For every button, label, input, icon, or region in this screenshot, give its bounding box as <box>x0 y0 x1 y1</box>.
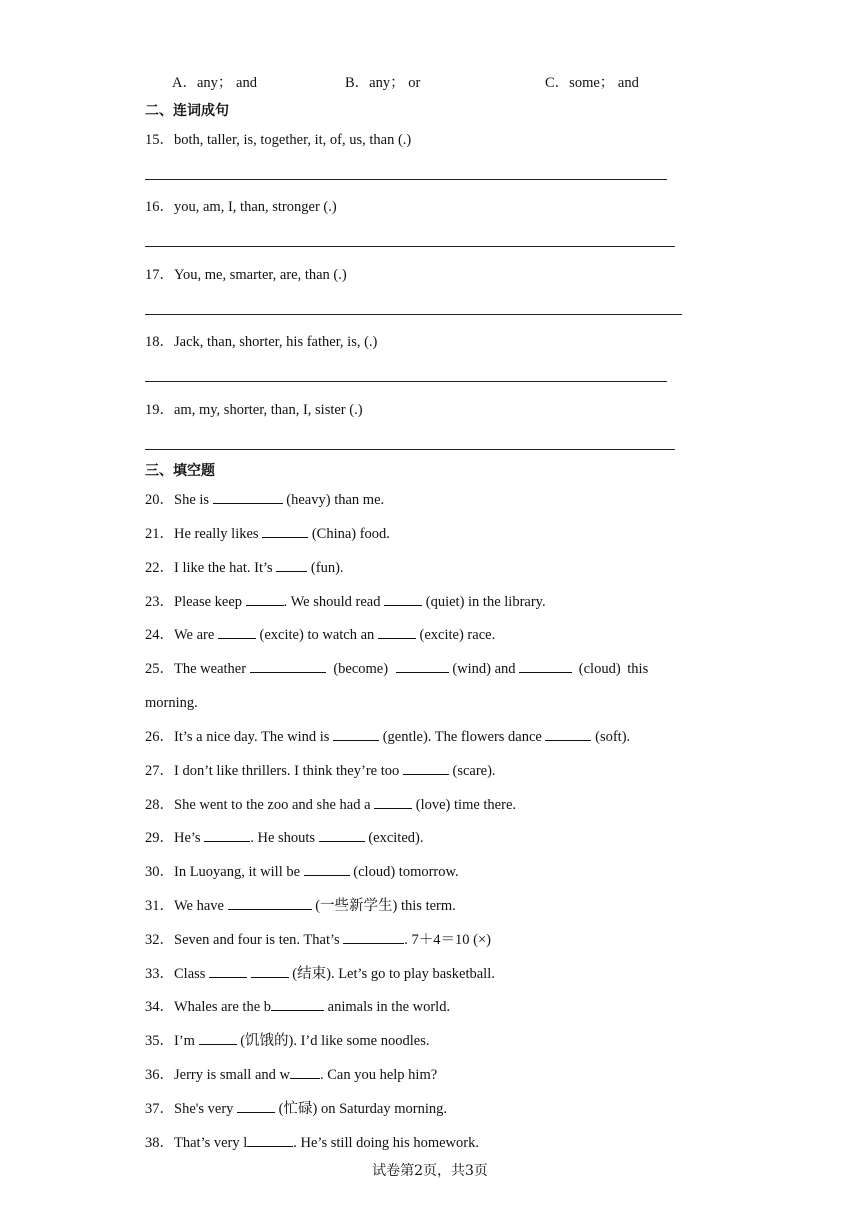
question-24: 24．We are (excite) to watch an (excite) race. <box>145 627 496 643</box>
answer-line-18[interactable] <box>145 381 667 382</box>
answer-line-19[interactable] <box>145 449 675 450</box>
question-23: 23．Please keep . We should read (quiet) in the library. <box>145 594 546 610</box>
question-32: 32．Seven and four is ten. That’s . 7＋4＝10 (×) <box>145 932 491 948</box>
question-36: 36．Jerry is small and w . Can you help him? <box>145 1067 438 1083</box>
answer-line-16[interactable] <box>145 246 675 247</box>
blank[interactable] <box>228 897 312 910</box>
blank[interactable] <box>237 1100 275 1113</box>
question-22: 22．I like the hat. It’s (fun). <box>145 560 344 576</box>
question-25-continued: morning. <box>145 695 198 711</box>
question-19: 19．am, my, shorter, than, I, sister (.) <box>145 402 363 418</box>
blank[interactable] <box>319 829 365 842</box>
question-38: 38．That’s very l . He’s still doing his homework. <box>145 1135 479 1151</box>
question-17: 17．You, me, smarter, are, than (.) <box>145 267 347 283</box>
option-c: C．some； and <box>545 75 639 91</box>
question-16: 16．you, am, I, than, stronger (.) <box>145 199 337 215</box>
blank[interactable] <box>276 559 307 572</box>
section-heading-2: 二、连词成句 <box>145 103 229 119</box>
question-35: 35．I’m (饥饿的). I’d like some noodles. <box>145 1033 430 1049</box>
blank[interactable] <box>213 491 283 504</box>
answer-line-15[interactable] <box>145 179 667 180</box>
question-34: 34．Whales are the b animals in the world. <box>145 999 451 1015</box>
blank[interactable] <box>246 593 284 606</box>
option-b: B．any； or <box>345 75 421 91</box>
question-20: 20．She is (heavy) than me. <box>145 492 385 508</box>
blank[interactable] <box>545 728 591 741</box>
option-a: A．any； and <box>172 75 257 91</box>
question-18: 18．Jack, than, shorter, his father, is, (.) <box>145 334 378 350</box>
question-27: 27．I don’t like thrillers. I think they’re too (scare). <box>145 763 496 779</box>
question-28: 28．She went to the zoo and she had a (love) time there. <box>145 797 517 813</box>
question-15: 15．both, taller, is, together, it, of, us, than (.) <box>145 132 412 148</box>
blank[interactable] <box>290 1066 320 1079</box>
blank[interactable] <box>384 593 422 606</box>
blank[interactable] <box>396 660 449 673</box>
blank[interactable] <box>251 965 289 978</box>
blank[interactable] <box>378 626 416 639</box>
question-33: 33．Class (结束). Let’s go to play basketball. <box>145 966 495 982</box>
blank[interactable] <box>374 796 412 809</box>
question-25: 25．The weather (become) (wind) and (cloud) this <box>145 661 649 677</box>
question-30: 30．In Luoyang, it will be (cloud) tomorrow. <box>145 864 459 880</box>
blank[interactable] <box>250 660 326 673</box>
blank[interactable] <box>271 998 324 1011</box>
blank[interactable] <box>247 1134 293 1147</box>
blank[interactable] <box>403 762 449 775</box>
blank[interactable] <box>519 660 572 673</box>
question-29: 29．He’s . He shouts (excited). <box>145 830 424 846</box>
question-21: 21．He really likes (China) food. <box>145 526 390 542</box>
blank[interactable] <box>304 863 350 876</box>
blank[interactable] <box>209 965 247 978</box>
blank[interactable] <box>218 626 256 639</box>
blank[interactable] <box>204 829 250 842</box>
page-number: 试卷第2页，共3页 <box>372 1163 488 1179</box>
question-26: 26．It’s a nice day. The wind is (gentle). The flowers dance (soft). <box>145 729 631 745</box>
answer-line-17[interactable] <box>145 314 682 315</box>
question-37: 37．She's very (忙碌) on Saturday morning. <box>145 1101 447 1117</box>
question-31: 31．We have (一些新学生) this term. <box>145 898 456 914</box>
blank[interactable] <box>199 1032 237 1045</box>
blank[interactable] <box>343 931 404 944</box>
blank[interactable] <box>333 728 379 741</box>
section-heading-3: 三、填空题 <box>145 463 215 479</box>
blank[interactable] <box>262 525 308 538</box>
